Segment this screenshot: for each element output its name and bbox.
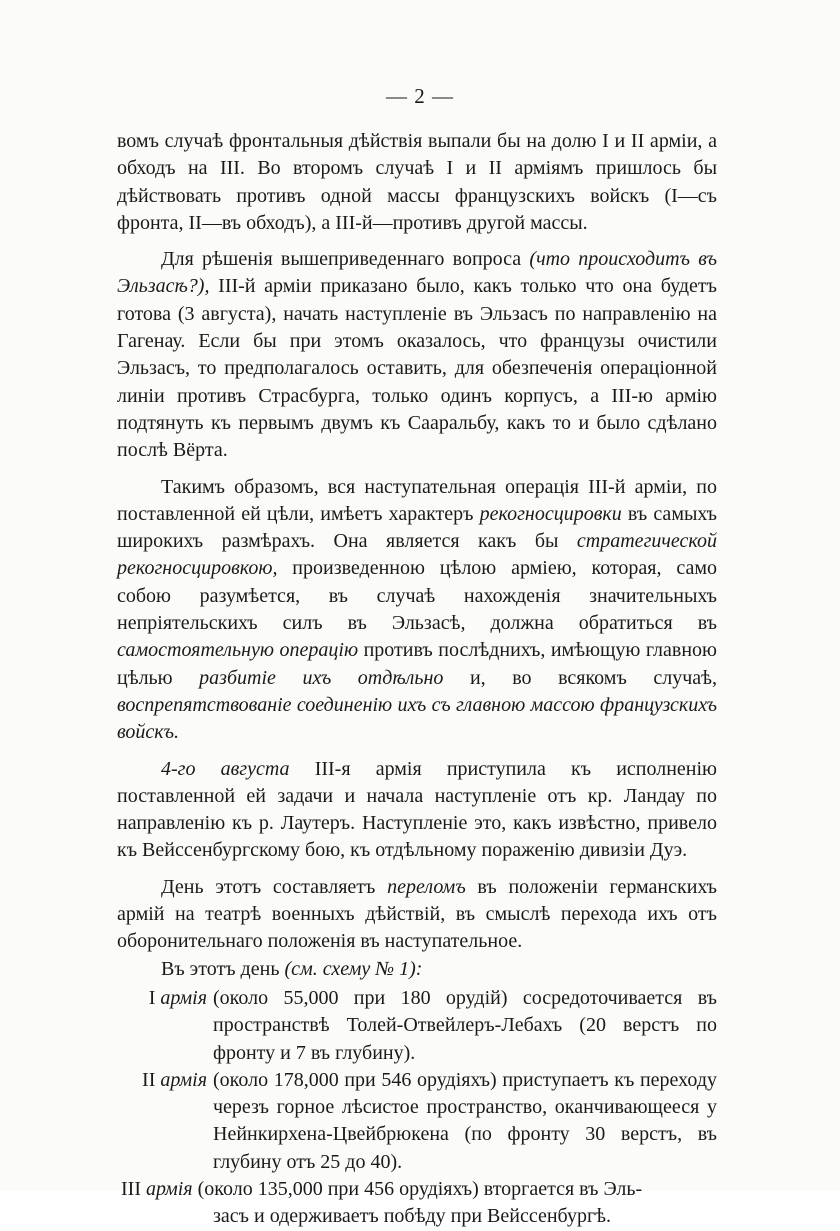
paragraph-3-italic-reconnaissance: рекогносцировки: [479, 502, 622, 525]
body-text: [117, 128, 717, 1231]
paragraph-2-text-a: Для рѣшенія вышеприведеннаго вопроса: [161, 248, 530, 271]
army-description: (около 178,000 при 546 орудіяхъ) приступаетъ къ переходу черезъ горное лѣсистое пространство, оканчивающееся у Нейнкирхена-Цвейбрюкена (по фронту 30 верстъ, въ глубину отъ 25 до 40).: [213, 1068, 717, 1173]
army-first-line: [117, 1176, 717, 1203]
paragraph-2-text-c: III-й арміи приказано было, какъ только что она будетъ готова (3 августа), начать наступленіе въ Эльзасъ по направленію на Гагенау. Если бы при этомъ оказалось, что французы очистили Эльзасъ, то предполагалось оставить, для обезпеченія операціонной линіи противъ Страсбурга, только одинъ корпусъ, а III-ю армію подтянуть къ первымъ двумъ къ Сааральбу, какъ то и было сдѣлано послѣ Вёрта.: [117, 275, 717, 462]
army-numeral: III: [121, 1177, 141, 1200]
army-word: армія: [160, 1068, 207, 1091]
army-word: армія: [145, 1177, 193, 1200]
paragraph-3-text-e: произведенною цѣлою арміею, которая, само собою разумѣется, въ случаѣ нахожденія значительныхъ непріятельскихъ силъ въ Эльзасѣ, должна обратиться въ: [117, 557, 717, 635]
paragraph-6: [117, 956, 717, 983]
army-description: (около 55,000 при 180 орудій) сосредоточивается въ пространствѣ Толей-Отвейлеръ-Лебахъ (20 верстъ по фронту и 7 въ глубину).: [213, 986, 717, 1064]
army-description-first: (около 135,000 при 456 орудіяхъ) вторгается въ Эль-: [197, 1177, 643, 1200]
paragraph-3-italic-independent: самостоятельную операцію: [117, 639, 359, 662]
army-description-rest: засъ и одерживаетъ побѣду при Вейссенбургѣ.: [213, 1205, 612, 1228]
page-number: — 2 —: [386, 84, 454, 108]
army-label: [117, 985, 213, 1012]
paragraph-1: вомъ случаѣ фронтальныя дѣйствія выпали бы на долю I и II арміи, а обходъ на III. Во второмъ случаѣ I и II арміямъ пришлось бы дѣйствовать противъ одной массы французскихъ войскъ (I—съ фронта, II—въ обходъ), а III-й—противъ другой массы.: [117, 130, 717, 234]
paragraph-5-italic-turning-point: переломъ: [387, 875, 466, 898]
army-label: [117, 1067, 213, 1094]
paragraph-3-text-i: и, во всякомъ случаѣ,: [443, 666, 717, 689]
army-entry-ii: [117, 1067, 717, 1176]
paragraph-4-text-b: III-я армія приступила къ исполненію поставленной ей задачи и начала наступленіе отъ кр. Ландау по направленію къ р. Лаутеръ. Наступленіе это, какъ извѣстно, привело къ Вейссенбургскому бою, къ отдѣльному пораженію дивизіи Дуэ.: [117, 757, 717, 862]
paragraph-2: [117, 246, 717, 464]
army-entry-i: [117, 985, 717, 1067]
army-numeral: II: [142, 1068, 156, 1091]
army-entry-iii: [117, 1176, 717, 1231]
paragraph-3-text-c: въ самыхъ широкихъ размѣрахъ. Она является какъ бы: [117, 502, 717, 553]
paragraph-3-italic-strategic: стратегической рекогносцировкою,: [117, 530, 717, 580]
paragraph-5-text-c: въ положеніи германскихъ армій на театрѣ военныхъ дѣйствій, въ смыслѣ перехода ихъ отъ оборонительнаго положенія въ наступательное.: [117, 875, 717, 953]
army-numeral: I: [148, 986, 156, 1009]
paragraph-4-italic-date: 4-го августа: [161, 757, 290, 780]
paragraph-4: [117, 756, 717, 865]
paragraph-3-text-a: Такимъ образомъ, вся наступательная операція III-й арміи, по поставленной ей цѣли, имѣетъ характеръ: [117, 475, 717, 525]
paragraph-5: [117, 874, 717, 956]
army-list: [117, 985, 717, 1231]
paragraph-2-italic-question: (что происходитъ въ Эльзасѣ?),: [117, 248, 717, 298]
paragraph-5-text-a: День этотъ составляетъ: [161, 875, 388, 898]
paragraph-3-italic-defeat: разбитіе ихъ отдѣльно: [199, 666, 444, 689]
paragraph-3: [117, 474, 717, 747]
army-word: армія: [160, 986, 207, 1009]
paragraph-6-text-a: Въ этотъ день: [161, 957, 285, 980]
paragraph-3-text-g: противъ послѣднихъ, имѣющую главною цѣлью: [117, 639, 718, 689]
paragraph-6-italic-scheme: (см. схему № 1):: [284, 957, 423, 980]
paragraph-3-italic-prevent: воспрепятствованіе соединенію ихъ съ главною массою французскихъ войскъ.: [117, 693, 717, 744]
